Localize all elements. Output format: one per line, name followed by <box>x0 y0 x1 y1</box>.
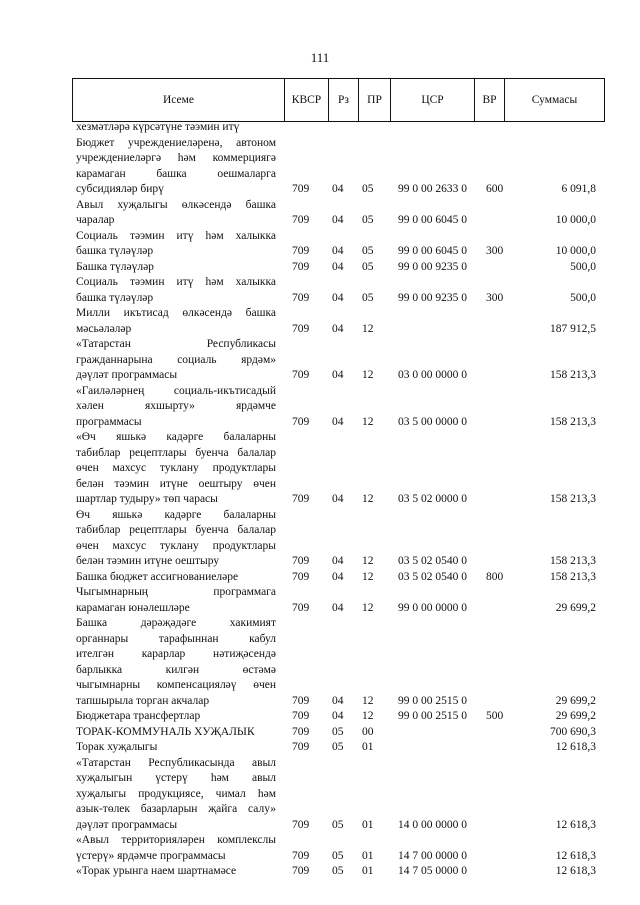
row-name-line: хезмәтләрә күрсәтүне тәэмин итү <box>76 121 240 133</box>
cell-pr: 05 <box>362 291 374 304</box>
row-name <box>76 260 276 276</box>
cell-pr: 05 <box>362 260 374 273</box>
cell-pr: 12 <box>362 493 374 505</box>
row-name-line: Авыл хуҗалыгы өлкәсендә башка <box>76 198 276 211</box>
row-name <box>76 430 276 508</box>
header-vr: ВР <box>475 79 505 122</box>
cell-csr: 03 5 00 0000 0 <box>398 415 467 428</box>
row-name-line: «Татарстан Республикасында авыл <box>76 756 276 769</box>
header-csr: ЦСР <box>391 79 475 122</box>
cell-csr: 99 0 00 9235 0 <box>398 260 467 273</box>
cell-pr: 05 <box>362 183 374 195</box>
cell-kvsr: 709 <box>292 415 310 428</box>
row-name <box>76 198 276 229</box>
cell-rz: 05 <box>332 818 344 831</box>
row-name <box>76 585 276 616</box>
row-name <box>76 570 276 586</box>
cell-kvsr: 709 <box>292 214 310 226</box>
cell-rz: 04 <box>332 601 344 614</box>
row-name-line: «Гаиләләрнең социаль-икътисадый <box>76 384 276 397</box>
row-name-line: дәүләт программасы <box>76 818 178 831</box>
cell-csr: 14 7 05 0000 0 <box>398 865 467 877</box>
row-name-line: Социаль тәэмин итү һәм халыкка <box>76 229 276 242</box>
cell-kvsr: 709 <box>292 865 310 877</box>
cell-sum: 10 000,0 <box>555 214 596 226</box>
table-row <box>0 306 640 337</box>
row-name-line: органнары тарафыннан кабул <box>76 632 276 645</box>
cell-csr: 99 0 00 6045 0 <box>398 245 467 257</box>
table-row <box>0 585 640 616</box>
row-name-line: табиблар рецептлары буенча балалар <box>76 446 276 459</box>
cell-sum: 158 213,3 <box>550 493 596 505</box>
table-row <box>0 833 640 864</box>
cell-csr: 99 0 00 2515 0 <box>398 694 467 707</box>
header-sum: Суммасы <box>505 79 605 122</box>
cell-rz: 04 <box>332 214 344 226</box>
cell-csr: 03 5 02 0000 0 <box>398 493 467 505</box>
cell-kvsr: 709 <box>292 570 310 583</box>
cell-rz: 04 <box>332 183 344 195</box>
cell-sum: 6 091,8 <box>561 183 596 195</box>
cell-rz: 04 <box>332 291 344 304</box>
cell-kvsr: 709 <box>292 291 310 304</box>
row-name <box>76 740 276 756</box>
cell-csr: 99 0 00 0000 0 <box>398 601 467 614</box>
row-name-line: мәсьәләләр <box>76 322 132 335</box>
row-name <box>76 508 276 570</box>
cell-rz: 05 <box>332 741 344 753</box>
cell-pr: 12 <box>362 369 374 381</box>
cell-sum: 187 912,5 <box>550 322 596 335</box>
table-row <box>0 508 640 570</box>
cell-kvsr: 709 <box>292 601 310 614</box>
table-row <box>0 864 640 880</box>
table-row <box>0 740 640 756</box>
row-name-line: карамаган башка оешмаларга <box>76 167 276 180</box>
row-name <box>76 136 276 198</box>
row-name <box>76 337 276 384</box>
table-row <box>0 570 640 586</box>
cell-sum: 29 699,2 <box>555 694 596 707</box>
cell-rz: 04 <box>332 555 344 567</box>
cell-vr: 600 <box>486 183 504 195</box>
row-name-line: Чыгымнарның программага <box>76 586 276 598</box>
cell-pr: 12 <box>362 601 374 614</box>
row-name <box>76 725 276 741</box>
cell-csr: 99 0 00 9235 0 <box>398 291 467 304</box>
row-name-line: барлыкка килгән өстәмә <box>76 663 276 676</box>
cell-sum: 29 699,2 <box>555 710 596 722</box>
table-row <box>0 260 640 276</box>
row-name-line: Бюджетара трансфертлар <box>76 710 201 722</box>
cell-rz: 04 <box>332 493 344 505</box>
cell-pr: 01 <box>362 818 374 831</box>
table-row <box>0 756 640 834</box>
row-name <box>76 833 276 864</box>
row-name-line: Өч яшькә кадәрге балаларны <box>76 508 276 521</box>
table-row <box>0 120 640 136</box>
cell-sum: 500,0 <box>570 260 596 273</box>
cell-sum: 158 213,3 <box>550 555 596 567</box>
row-name <box>76 709 276 725</box>
cell-rz: 04 <box>332 710 344 722</box>
header-rz: Рз <box>329 79 359 122</box>
cell-kvsr: 709 <box>292 245 310 257</box>
row-name-line: Башка дәрәҗәдәге хакимият <box>76 617 276 629</box>
table-row <box>0 198 640 229</box>
cell-vr: 500 <box>486 710 504 722</box>
cell-kvsr: 709 <box>292 493 310 505</box>
row-name-line: Социаль тәэмин итү һәм халыкка <box>76 276 276 288</box>
row-name-line: Бюджет учреждениеләренә, автоном <box>76 136 276 149</box>
row-name-line: азык-төлек базарларын җайга салу» <box>76 803 276 815</box>
row-name-line: хуҗалыгы продукциясе, чимал һәм <box>76 787 276 800</box>
row-name-line: Башка бюджет ассигнованиеләре <box>76 570 239 583</box>
cell-kvsr: 709 <box>292 369 310 381</box>
cell-vr: 300 <box>486 245 504 257</box>
cell-csr: 03 0 00 0000 0 <box>398 369 467 381</box>
row-name-line: гражданнарына социаль ярдәм» <box>76 353 276 366</box>
row-name-line: хуҗалыгын үстерү һәм авыл <box>76 772 276 784</box>
cell-kvsr: 709 <box>292 694 310 707</box>
cell-vr: 300 <box>486 291 504 304</box>
cell-pr: 12 <box>362 694 374 707</box>
row-name-line: үстерү» ярдәмче программасы <box>76 849 226 862</box>
cell-csr: 99 0 00 6045 0 <box>398 214 467 226</box>
header-pr: ПР <box>359 79 391 122</box>
cell-sum: 500,0 <box>570 291 596 304</box>
table-header <box>72 78 605 122</box>
row-name-line: тапшырыла торган акчалар <box>76 694 210 707</box>
row-name-line: белән тәэмин итүне оештыру өчен <box>76 477 276 490</box>
cell-csr: 03 5 02 0540 0 <box>398 570 467 583</box>
row-name-line: «Авыл территорияләрен комплекслы <box>76 834 276 846</box>
row-name-line: «Торак урынга наем шартнамәсе <box>76 865 237 877</box>
table-row <box>0 725 640 741</box>
table-row <box>0 337 640 384</box>
row-name-line: башка түләүләр <box>76 291 154 304</box>
cell-kvsr: 709 <box>292 725 310 738</box>
row-name-line: Башка түләүләр <box>76 260 154 273</box>
cell-pr: 01 <box>362 865 374 877</box>
table-row <box>0 229 640 260</box>
table-body <box>0 120 640 880</box>
cell-sum: 158 213,3 <box>550 415 596 428</box>
cell-pr: 12 <box>362 710 374 722</box>
table-row <box>0 616 640 709</box>
row-name-line: өчен махсус туклану продуктлары <box>76 462 276 474</box>
cell-csr: 14 7 00 0000 0 <box>398 849 467 862</box>
row-name-line: «Татарстан Республикасы <box>76 338 276 350</box>
cell-kvsr: 709 <box>292 555 310 567</box>
row-name-line: «Өч яшькә кадәрге балаларны <box>76 431 276 443</box>
cell-rz: 04 <box>332 245 344 257</box>
row-name <box>76 275 276 306</box>
cell-kvsr: 709 <box>292 818 310 831</box>
cell-pr: 12 <box>362 322 374 335</box>
page-number: 111 <box>310 50 330 65</box>
cell-csr: 03 5 02 0540 0 <box>398 555 467 567</box>
row-name-line: дәүләт программасы <box>76 369 178 381</box>
cell-pr: 12 <box>362 415 374 428</box>
cell-kvsr: 709 <box>292 260 310 273</box>
cell-sum: 29 699,2 <box>555 601 596 614</box>
cell-kvsr: 709 <box>292 183 310 195</box>
row-name <box>76 229 276 260</box>
cell-sum: 12 618,3 <box>555 865 596 877</box>
table-row <box>0 275 640 306</box>
cell-sum: 158 213,3 <box>550 570 596 583</box>
cell-csr: 99 0 00 2515 0 <box>398 710 467 722</box>
row-name <box>76 120 276 136</box>
cell-pr: 00 <box>362 725 374 738</box>
cell-vr: 800 <box>486 570 504 583</box>
row-name-line: Милли икътисад өлкәсендә башка <box>76 307 276 319</box>
cell-rz: 04 <box>332 415 344 428</box>
row-name <box>76 616 276 709</box>
cell-sum: 12 618,3 <box>555 741 596 753</box>
cell-rz: 04 <box>332 694 344 707</box>
cell-pr: 01 <box>362 741 374 753</box>
row-name-line: учреждениеләргә һәм коммерциягә <box>76 152 276 164</box>
cell-kvsr: 709 <box>292 710 310 722</box>
cell-kvsr: 709 <box>292 322 310 335</box>
header-name: Исеме <box>73 79 285 122</box>
cell-sum: 12 618,3 <box>555 818 596 831</box>
row-name-line: өчен махсус туклану продуктлары <box>76 539 276 552</box>
row-name-line: карамаган юнәлешләре <box>76 601 190 614</box>
cell-sum: 12 618,3 <box>555 849 596 862</box>
cell-sum: 700 690,3 <box>550 725 596 738</box>
row-name <box>76 756 276 834</box>
row-name <box>76 306 276 337</box>
row-name-line: ителгән карарлар нәтиҗәсендә <box>76 648 276 660</box>
row-name-line: башка түләүләр <box>76 245 154 257</box>
cell-pr: 01 <box>362 849 374 862</box>
cell-kvsr: 709 <box>292 849 310 862</box>
cell-pr: 05 <box>362 245 374 257</box>
cell-pr: 12 <box>362 555 374 567</box>
row-name-line: субсидияләр бирү <box>76 183 164 195</box>
row-name-line: чыгымнарны компенсацияләү өчен <box>76 679 276 691</box>
cell-sum: 158 213,3 <box>550 369 596 381</box>
row-name-line: Торак хуҗалыгы <box>76 741 158 753</box>
row-name <box>76 384 276 431</box>
cell-sum: 10 000,0 <box>555 245 596 257</box>
cell-rz: 05 <box>332 725 344 738</box>
row-name-line: хәлен яхшырту» ярдәмче <box>76 400 276 412</box>
row-name-line: чаралар <box>76 214 115 226</box>
table-row <box>0 430 640 508</box>
cell-csr: 99 0 00 2633 0 <box>398 183 467 195</box>
cell-rz: 04 <box>332 570 344 583</box>
cell-rz: 04 <box>332 322 344 335</box>
row-name <box>76 864 276 880</box>
table-row <box>0 384 640 431</box>
table-row <box>0 709 640 725</box>
cell-rz: 04 <box>332 260 344 273</box>
cell-rz: 04 <box>332 369 344 381</box>
row-name-line: шартлар тудыру» төп чарасы <box>76 493 218 505</box>
row-name-line: программасы <box>76 415 142 428</box>
row-name-line: табиблар рецептлары буенча балалар <box>76 524 276 536</box>
header-kvsr: КВСР <box>285 79 329 122</box>
cell-rz: 05 <box>332 865 344 877</box>
cell-csr: 14 0 00 0000 0 <box>398 818 467 831</box>
row-name-line: ТОРАК-КОММУНАЛЬ ХУҖАЛЫК <box>76 725 255 738</box>
row-name-line: белән тәэмин итүне оештыру <box>76 555 220 567</box>
table-row <box>0 136 640 198</box>
cell-pr: 05 <box>362 214 374 226</box>
cell-pr: 12 <box>362 570 374 583</box>
cell-rz: 05 <box>332 849 344 862</box>
cell-kvsr: 709 <box>292 741 310 753</box>
